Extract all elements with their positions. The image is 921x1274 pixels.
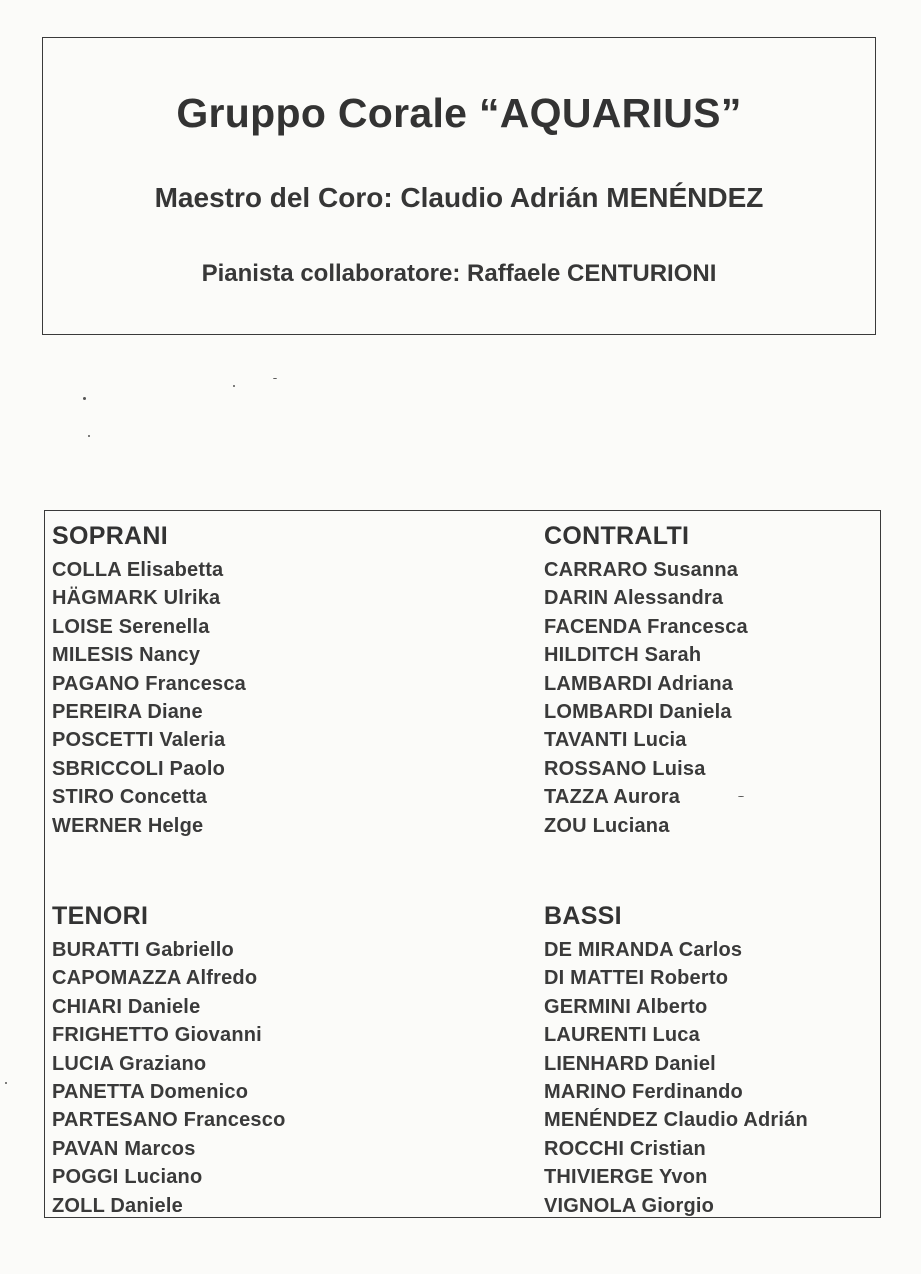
section-title-contralti: CONTRALTI — [544, 522, 690, 550]
section-contralti — [544, 516, 748, 840]
member-name: LAURENTI Luca — [544, 1024, 700, 1047]
member-name: HÄGMARK Ulrika — [52, 587, 221, 610]
member-name: MARINO Ferdinando — [544, 1080, 743, 1103]
member-name: COLLA Elisabetta — [52, 559, 224, 581]
member-name: CHIARI Daniele — [52, 995, 201, 1018]
section-title-tenori: TENORI — [52, 902, 149, 930]
name-list-bassi — [544, 936, 808, 1220]
member-name: ROCCHI Cristian — [544, 1137, 706, 1160]
member-name: ZOU Luciana — [544, 814, 670, 837]
member-name: LOISE Serenella — [52, 615, 210, 638]
member-name: SBRICCOLI Paolo — [52, 757, 226, 780]
member-name: DI MATTEI Roberto — [544, 967, 729, 990]
member-name: POGGI Luciano — [52, 1166, 203, 1189]
member-name: THIVIERGE Yvon — [544, 1166, 708, 1189]
member-name: DARIN Alessandra — [544, 587, 724, 610]
member-name: BURATTI Gabriello — [52, 939, 234, 961]
section-tenori — [52, 896, 286, 1220]
member-name: POSCETTI Valeria — [52, 729, 226, 752]
scan-speck — [233, 385, 235, 387]
scan-speck — [83, 397, 86, 400]
choir-director: Maestro del Coro: Claudio Adrián MENÉNDEZ — [154, 182, 764, 213]
member-name: PAGANO Francesca — [52, 672, 247, 695]
section-bassi — [544, 896, 808, 1220]
member-name: ZOLL Daniele — [52, 1194, 183, 1217]
member-name: CAPOMAZZA Alfredo — [52, 967, 258, 990]
member-name: MENÉNDEZ Claudio Adrián — [544, 1109, 808, 1132]
member-name: HILDITCH Sarah — [544, 644, 702, 667]
header-box — [42, 37, 876, 335]
member-name: LUCIA Graziano — [52, 1052, 207, 1075]
scan-speck — [273, 378, 277, 379]
section-title-bassi: BASSI — [544, 902, 622, 930]
scan-speck — [5, 1082, 7, 1084]
choir-pianist: Pianista collaboratore: Raffaele CENTURIONI — [201, 260, 717, 287]
member-name: MILESIS Nancy — [52, 644, 201, 667]
member-name: CARRARO Susanna — [544, 559, 739, 581]
member-name: PARTESANO Francesco — [52, 1109, 286, 1132]
member-name: PEREIRA Diane — [52, 700, 203, 723]
member-name: PANETTA Domenico — [52, 1080, 249, 1103]
member-name: FACENDA Francesca — [544, 615, 748, 638]
member-name: VIGNOLA Giorgio — [544, 1194, 715, 1217]
member-name: TAVANTI Lucia — [544, 729, 687, 752]
member-name: STIRO Concetta — [52, 786, 208, 809]
scan-speck — [88, 435, 90, 437]
member-name: TAZZA Aurora — [544, 786, 681, 809]
member-name: LAMBARDI Adriana — [544, 672, 734, 695]
member-name: DE MIRANDA Carlos — [544, 939, 743, 961]
member-name: PAVAN Marcos — [52, 1137, 196, 1160]
section-soprani — [52, 516, 246, 840]
section-title-soprani: SOPRANI — [52, 522, 169, 550]
members-box — [44, 510, 881, 1218]
name-list-soprani — [52, 556, 246, 840]
member-name: LIENHARD Daniel — [544, 1052, 716, 1075]
name-list-tenori — [52, 936, 286, 1220]
member-name: LOMBARDI Daniela — [544, 700, 732, 723]
choir-title: Gruppo Corale “AQUARIUS” — [176, 90, 742, 136]
member-name: GERMINI Alberto — [544, 995, 708, 1018]
member-name: WERNER Helge — [52, 814, 204, 837]
member-name: ROSSANO Luisa — [544, 757, 706, 780]
member-name: FRIGHETTO Giovanni — [52, 1024, 262, 1047]
name-list-contralti — [544, 556, 748, 840]
